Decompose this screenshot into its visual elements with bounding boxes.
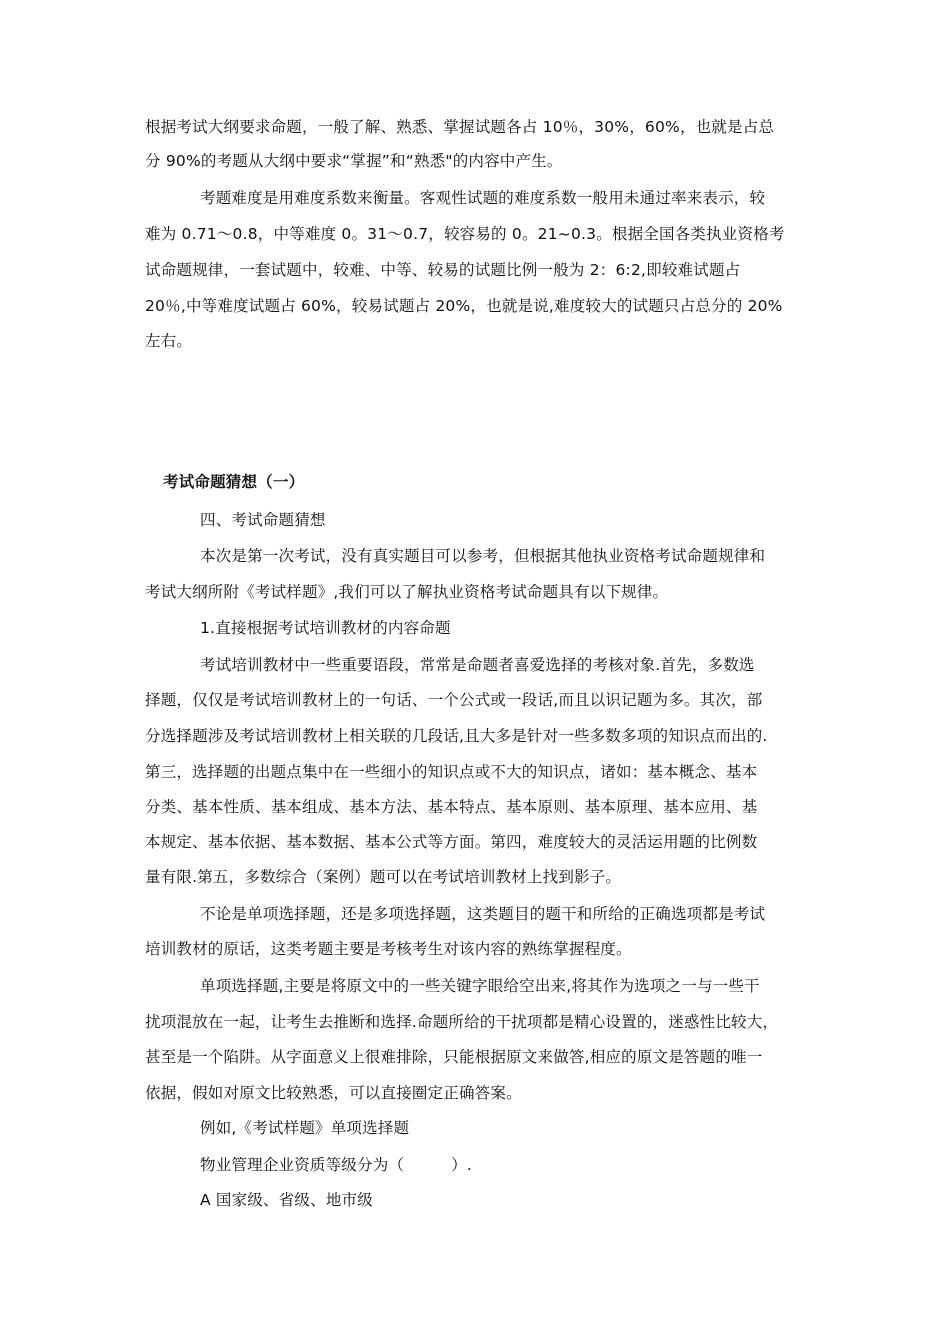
paragraph-line: 分 90%的考题从大纲中要求“掌握”和“熟悉"的内容中产生。	[145, 152, 563, 170]
paragraph-line: 试命题规律，一套试题中，较难、中等、较易的试题比例一般为 2：6:2,即较难试题占	[145, 261, 741, 279]
paragraph-line: 难为 0.71～0.8，中等难度 0。31～0.7，较容易的 0。21~0.3。根据全国各类执业资格考	[145, 225, 785, 243]
paragraph-line: 量有限.第五，多数综合（案例）题可以在考试培训教材上找到影子。	[145, 868, 622, 886]
paragraph-line: 例如,《考试样题》单项选择题	[200, 1119, 410, 1137]
section-heading: 考试命题猜想（一）	[163, 473, 305, 491]
paragraph-line: 单项选择题,主要是将原文中的一些关键字眼给空出来,将其作为选项之一与一些干	[200, 977, 760, 995]
paragraph-line: 1.直接根据考试培训教材的内容命题	[200, 619, 451, 637]
paragraph-line: 考试培训教材中一些重要语段，常常是命题者喜爱选择的考核对象.首先，多数选	[200, 656, 755, 674]
paragraph-line: 左右。	[145, 332, 193, 350]
paragraph-line: A 国家级、省级、地市级	[200, 1191, 373, 1209]
paragraph-line: 考试大纲所附《考试样题》,我们可以了解执业资格考试命题具有以下规律。	[145, 583, 669, 601]
paragraph-line: 依据，假如对原文比较熟悉，可以直接圈定正确答案。	[145, 1084, 522, 1102]
paragraph-line: 甚至是一个陷阱。从字面意义上很难排除，只能根据原文来做答,相应的原文是答题的唯一	[145, 1048, 763, 1066]
paragraph-line: 扰项混放在一起，让考生去推断和选择.命题所给的干扰项都是精心设置的，迷惑性比较大，	[145, 1013, 779, 1031]
paragraph-line: 分选择题涉及考试培训教材上相关联的几段话,且大多是针对一些多数多项的知识点而出的.	[145, 727, 768, 745]
paragraph-line: 物业管理企业资质等级分为（ ）.	[200, 1156, 473, 1174]
paragraph-line: 本规定、基本依据、基本数据、基本公式等方面。第四，难度较大的灵活运用题的比例数	[145, 833, 758, 851]
paragraph-line: 不论是单项选择题，还是多项选择题，这类题目的题干和所给的正确选项都是考试	[200, 905, 766, 923]
paragraph-line: 四、考试命题猜想	[200, 511, 326, 529]
paragraph-line: 根据考试大纲要求命题，一般了解、熟悉、掌握试题各占 10％，30%，60%，也就是占总	[145, 118, 775, 136]
paragraph-line: 分类、基本性质、基本组成、基本方法、基本特点、基本原则、基本原理、基本应用、基	[145, 798, 758, 816]
paragraph-line: 第三，选择题的出题点集中在一些细小的知识点或不大的知识点，诸如：基本概念、基本	[145, 763, 758, 781]
paragraph-line: 20％,中等难度试题占 60%，较易试题占 20%，也就是说,难度较大的试题只占总分的 20%	[145, 297, 783, 315]
paragraph-line: 培训教材的原话，这类考题主要是考核考生对该内容的熟练掌握程度。	[145, 940, 632, 958]
paragraph-line: 本次是第一次考试，没有真实题目可以参考，但根据其他执业资格考试命题规律和	[200, 547, 766, 565]
paragraph-line: 考题难度是用难度系数来衡量。客观性试题的难度系数一般用未通过率来表示，较	[200, 189, 766, 207]
paragraph-line: 择题，仅仅是考试培训教材上的一句话、一个公式或一段话,而且以识记题为多。其次，部	[145, 691, 763, 709]
